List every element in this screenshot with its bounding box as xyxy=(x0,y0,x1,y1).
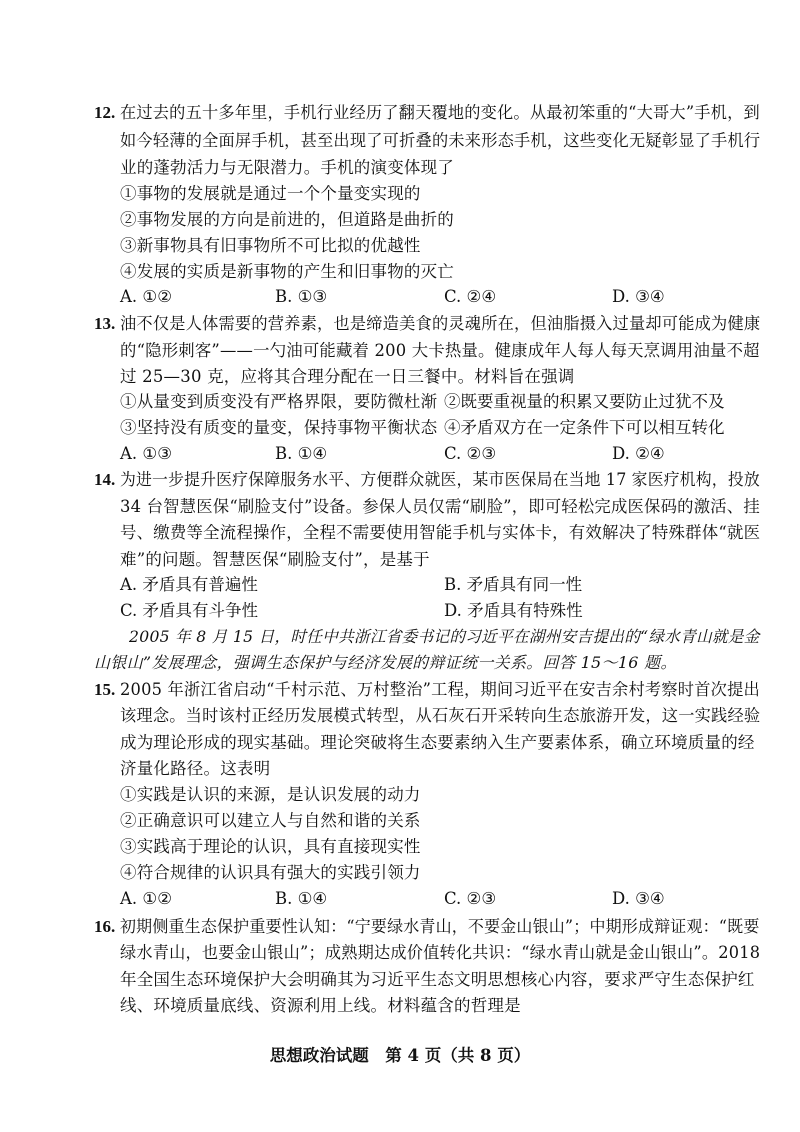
question-12-stem-line: 业的蓬勃活力与无限潜力。手机的演变体现了 xyxy=(120,158,454,177)
question-15-statement: ①实践是认识的来源，是认识发展的动力 xyxy=(120,785,421,804)
question-16-stem-line: 初期侧重生态保护重要性认知：“宁要绿水青山，不要金山银山”；中期形成辩证观：“既要 xyxy=(120,917,760,936)
question-13-option-a[interactable]: A. ①③ xyxy=(120,444,172,463)
question-13-stem-line: 油不仅是人体需要的营养素，也是缔造美食的灵魂所在，但油脂摄入过量却可能成为健康 xyxy=(120,314,761,333)
question-12-statement: ③新事物具有旧事物所不可比拟的优越性 xyxy=(120,236,421,255)
question-14-stem-line: 号、缴费等全流程操作，全程不需要使用智能手机与实体卡，有效解决了特殊群体“就医 xyxy=(120,523,761,542)
question-16-number: 16. xyxy=(94,917,116,936)
question-12-statement: ①事物的发展就是通过一个个量变实现的 xyxy=(120,184,421,203)
question-14-stem-line: 难”的问题。智慧医保“刷脸支付”，是基于 xyxy=(120,550,430,569)
question-13-stem-line: 的“隐形刺客”——一勺油可能藏着 200 大卡热量。健康成年人每人每天烹调用油量不超 xyxy=(120,341,760,360)
question-15-stem-line: 成为理论形成的现实基础。理论突破将生态要素纳入生产要素体系，确立环境质量的经 xyxy=(120,733,755,752)
question-14-option-a[interactable]: A. 矛盾具有普遍性 xyxy=(120,575,258,594)
question-13-statement: ④矛盾双方在一定条件下可以相互转化 xyxy=(444,418,725,437)
question-14-stem-line: 为进一步提升医疗保障服务水平、方便群众就医，某市医保局在当地 17 家医疗机构，投放 xyxy=(120,470,760,489)
question-12-option-a[interactable]: A. ①② xyxy=(120,287,172,306)
question-14-option-d[interactable]: D. 矛盾具有特殊性 xyxy=(444,601,583,620)
question-13-option-d[interactable]: D. ②④ xyxy=(612,444,665,463)
page-footer: 思想政治试题 第 4 页（共 8 页） xyxy=(269,1046,531,1065)
question-12-stem-line: 如今轻薄的全面屏手机，甚至出现了可折叠的未来形态手机，这些变化无疑彰显了手机行 xyxy=(120,131,761,150)
question-16-stem-line: 年全国生态环境保护大会明确其为习近平生态文明思想核心内容，要求严守生态保护红 xyxy=(120,970,755,989)
question-16-stem-line: 绿水青山，也要金山银山”；成熟期达成价值转化共识：“绿水青山就是金山银山”。2018 xyxy=(120,943,761,962)
question-15-option-d[interactable]: D. ③④ xyxy=(612,889,665,908)
question-12-statement: ④发展的实质是新事物的产生和旧事物的灭亡 xyxy=(120,262,454,281)
question-13-option-c[interactable]: C. ②③ xyxy=(444,444,497,463)
question-15-statement: ④符合规律的认识具有强大的实践引领力 xyxy=(120,863,421,882)
question-14-stem-line: 34 台智慧医保“刷脸支付”设备。参保人员仅需“刷脸”，即可轻松完成医保码的激活、挂 xyxy=(120,497,760,516)
question-16-stem-line: 线、环境质量底线、资源利用上线。材料蕴含的哲理是 xyxy=(120,996,521,1015)
question-15-stem-line: 2005 年浙江省启动“千村示范、万村整治”工程，期间习近平在安吉余村考察时首次提出 xyxy=(120,680,761,699)
question-13-option-b[interactable]: B. ①④ xyxy=(275,444,328,463)
question-12-stem-line: 在过去的五十多年里，手机行业经历了翻天覆地的变化。从最初笨重的“大哥大”手机，到 xyxy=(120,103,760,122)
question-13-statement: ①从量变到质变没有严格界限，要防微杜渐 xyxy=(120,392,438,411)
question-12-option-d[interactable]: D. ③④ xyxy=(612,287,665,306)
question-15-statement: ③实践高于理论的认识，具有直接现实性 xyxy=(120,837,421,856)
question-15-stem-line: 该理念。当时该村正经历发展模式转型，从石灰石开采转向生态旅游开发，这一实践经验 xyxy=(120,706,761,725)
question-13-stem-line: 过 25—30 克，应将其合理分配在一日三餐中。材料旨在强调 xyxy=(120,367,575,386)
material-intro-line: 2005 年 8 月 15 日，时任中共浙江省委书记的习近平在湖州安吉提出的“绿水青山就是金 xyxy=(129,627,760,646)
question-12-option-b[interactable]: B. ①③ xyxy=(275,287,328,306)
question-15-number: 15. xyxy=(94,680,116,699)
question-12-number: 12. xyxy=(94,103,116,122)
question-15-option-a[interactable]: A. ①② xyxy=(120,889,172,908)
question-15-stem-line: 济量化路径。这表明 xyxy=(120,759,271,778)
question-15-option-b[interactable]: B. ①④ xyxy=(275,889,328,908)
question-12-statement: ②事物发展的方向是前进的，但道路是曲折的 xyxy=(120,210,454,229)
question-14-option-c[interactable]: C. 矛盾具有斗争性 xyxy=(120,601,259,620)
question-12-option-c[interactable]: C. ②④ xyxy=(444,287,497,306)
question-15-statement: ②正确意识可以建立人与自然和谐的关系 xyxy=(120,811,421,830)
question-13-number: 13. xyxy=(94,314,116,333)
question-13-statement: ③坚持没有质变的量变，保持事物平衡状态 xyxy=(120,418,438,437)
question-15-option-c[interactable]: C. ②③ xyxy=(444,889,497,908)
question-13-statement: ②既要重视量的积累又要防止过犹不及 xyxy=(444,392,725,411)
question-14-number: 14. xyxy=(94,470,116,489)
material-intro-line: 山银山”发展理念，强调生态保护与经济发展的辩证统一关系。回答 15～16 题。 xyxy=(94,653,677,672)
question-14-option-b[interactable]: B. 矛盾具有同一性 xyxy=(444,575,583,594)
